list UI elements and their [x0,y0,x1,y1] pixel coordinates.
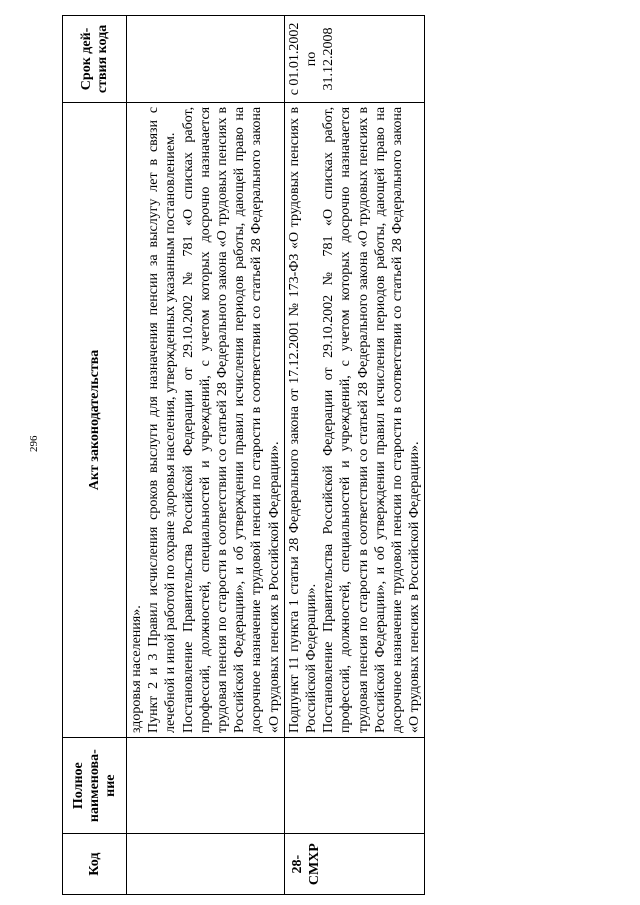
row-validity [127,16,285,103]
act-paragraph: Постановление Правительства Российской Федерации от 29.10.2002 № 781 «О списках работ, профессий, должностей, специальностей и учреждений, с учетом которых досрочно назначается трудовая пенсия по старости в соответствии со статьей 28 Федерального закона «О трудовых пенсиях в Российской Федерации», и об утверждении правил исчисления периодов работы, дающей право на досрочное назначение трудовой пенсии по старости в соответствии со статьей 28 Федерального закона «О трудовых пенсиях в Российской Федерации». [180,106,282,734]
rotated-table-container [62,15,423,895]
row-act [127,102,285,737]
row-code [127,834,285,895]
row-full-name [127,738,285,834]
table-header-row [63,16,127,895]
act-paragraph: Постановление Правительства Российской Федерации от 29.10.2002 № 781 «О списках работ, профессий, должностей, специальностей и учреждений, с учетом которых досрочно назначается трудовая пенсия по старости в соответствии со статьей 28 Федерального закона «О трудовых пенсиях в Российской Федерации», и об утверждении правил исчисления периодов работы, дающей право на досрочное назначение трудовой пенсии по старости в соответствии со статьей 28 Федерального закона «О трудовых пенсиях в Российской Федерации». [321,106,423,734]
act-paragraph: Подпункт 11 пункта 1 статьи 28 Федерального закона от 17.12.2001 № 173-ФЗ «О трудовых пенсиях в Российской Федерации». [286,106,320,734]
act-paragraph: Пункт 2 и 3 Правил исчисления сроков выслуги для назначения пенсии за выслугу лет в связи с лечебной и иной работой по охране здоровья населения, утвержденных указанным постановлением. [146,106,179,734]
act-paragraph: здоровья населения». [129,605,144,734]
table-row [127,16,285,895]
table-row [284,16,425,895]
header-act: Акт законодательства [63,102,127,737]
row-code: 28-СМХР [284,834,425,895]
row-act [284,102,425,737]
header-code: Код [63,834,127,895]
row-validity: с 01.01.2002 по 31.12.2008 [284,16,425,103]
header-full-name: Полное наименова-ние [63,738,127,834]
legislation-table [62,15,425,895]
row-full-name [284,738,425,834]
page-number: 296 [28,435,40,452]
header-validity: Срок дей-ствия кода [63,16,127,103]
